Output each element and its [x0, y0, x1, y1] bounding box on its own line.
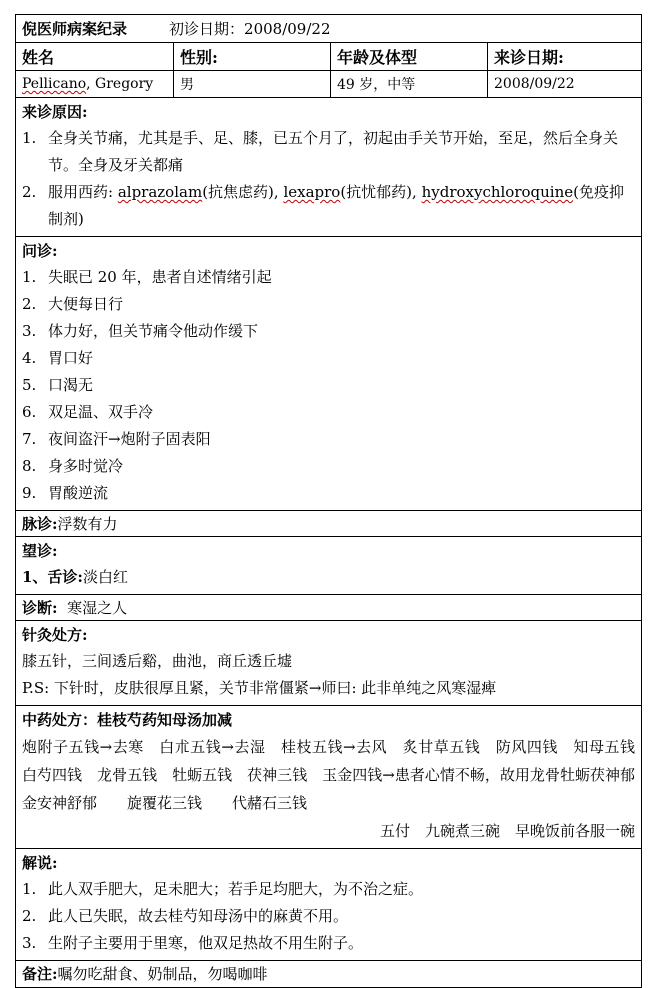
explanation-title: 解说: — [22, 854, 58, 872]
item-text: 失眠已 20 年，患者自述情绪引起 — [48, 268, 272, 286]
drug-name: lexapro — [283, 183, 341, 201]
item-number: 7. — [22, 430, 37, 448]
item-text: 生附子主要用于里寒，他双足热故不用生附子。 — [48, 934, 364, 952]
patient-age-build: 49 岁，中等 — [331, 71, 488, 97]
drug-note: (抗忧郁药), — [340, 183, 422, 201]
patient-info-row — [16, 71, 641, 98]
case-record-table — [15, 14, 651, 988]
item-text: 身多时觉冷 — [48, 457, 124, 475]
medication-intro: 服用西药: — [48, 183, 118, 201]
first-visit-date — [169, 18, 330, 39]
item-number: 3. — [22, 934, 37, 952]
item-number: 9. — [22, 484, 37, 502]
item-text: 全身关节痛，尤其是手、足、膝，已五个月了，初起由手关节开始，至足，然后全身关节。全身及牙关都痛 — [48, 129, 619, 174]
list-item — [22, 480, 635, 507]
age-header: 年龄及体型 — [331, 43, 488, 70]
patient-name — [16, 71, 174, 97]
inquiry-section — [16, 237, 641, 511]
item-number: 2. — [22, 295, 37, 313]
list-item — [22, 426, 635, 453]
item-number: 2. — [22, 907, 37, 925]
inquiry-title: 问诊: — [22, 242, 58, 260]
item-number: 1. — [22, 268, 37, 286]
list-item — [22, 399, 635, 426]
pulse-section — [16, 511, 641, 537]
item-text: 胃酸逆流 — [48, 484, 109, 502]
drug-name: alprazolam — [117, 183, 203, 201]
patient-gender: 男 — [174, 71, 331, 97]
patient-name-first: Pellicano — [22, 76, 87, 92]
herbal-section — [16, 706, 651, 849]
drug-name: hydroxychloroquine — [421, 183, 574, 201]
list-item — [22, 453, 635, 480]
record-title: 倪医师病案纪录 — [22, 20, 128, 38]
patient-name-rest: , Gregory — [86, 76, 154, 92]
herbal-title: 中药处方：桂枝芍药知母汤加减 — [22, 711, 233, 729]
acupuncture-points: 膝五针，三间透后谿，曲池，商丘透丘墟 — [22, 652, 293, 670]
pulse-text: 浮数有力 — [57, 515, 118, 533]
pulse-label: 脉诊: — [22, 515, 58, 533]
tongue-label: 1、舌诊: — [22, 568, 83, 586]
item-number: 3. — [22, 322, 37, 340]
list-item — [22, 125, 635, 179]
item-text: 夜间盗汗→炮附子固表阳 — [48, 430, 211, 448]
list-item — [22, 930, 635, 957]
herbal-formula: 炮附子五钱→去寒 白朮五钱→去湿 桂枝五钱→去风 炙甘草五钱 防风四钱 知母五钱 白芍四钱 龙骨五钱 牡蛎五钱 茯神三钱 玉金四钱→患者心情不畅，故用龙骨牡蛎茯神郁金安神舒郁 旋覆花三钱 代赭石三钱 — [22, 738, 651, 812]
item-number: 2. — [22, 183, 37, 201]
item-text: 此人双手肥大，足未肥大；若手足均肥大，为不治之症。 — [48, 880, 424, 898]
record-title-row — [16, 15, 641, 43]
item-text: 口渴无 — [48, 376, 94, 394]
notes-text: 嘱勿吃甜食、奶制品，勿喝咖啡 — [57, 965, 268, 983]
item-number: 6. — [22, 403, 37, 421]
diagnosis-text: 寒湿之人 — [67, 599, 128, 617]
item-number: 5. — [22, 376, 37, 394]
diagnosis-section — [16, 595, 641, 621]
list-item — [22, 345, 635, 372]
patient-visit-date: 2008/09/22 — [494, 76, 575, 92]
diagnosis-label: 诊断: — [22, 599, 58, 617]
acupuncture-note: P.S: 下针时，皮肤很厚且紧，关节非常僵紧→师曰: 此非单纯之风寒湿痺 — [22, 679, 497, 697]
gender-header: 性别: — [174, 43, 331, 70]
first-visit-label: 初诊日期： — [169, 20, 245, 38]
inquiry-list — [22, 264, 635, 507]
list-item — [22, 876, 635, 903]
reason-title: 来诊原因: — [22, 103, 88, 121]
item-number: 1. — [22, 129, 37, 147]
item-text: 此人已失眠，故去桂芍知母汤中的麻黄不用。 — [48, 907, 349, 925]
explanation-list — [22, 876, 635, 957]
list-item — [22, 291, 635, 318]
list-item — [22, 264, 635, 291]
item-number: 4. — [22, 349, 37, 367]
tongue-text: 淡白红 — [82, 568, 128, 586]
drug-note: (抗焦虑药), — [202, 183, 284, 201]
acupuncture-title: 针灸处方: — [22, 626, 88, 644]
reason-section — [16, 98, 641, 237]
patient-header-row — [16, 43, 641, 71]
list-item — [22, 903, 635, 930]
item-text: 双足温、双手冷 — [48, 403, 154, 421]
tongue-diagnosis — [22, 564, 635, 591]
list-item — [22, 372, 635, 399]
first-visit-value: 2008/09/22 — [244, 20, 331, 38]
acupuncture-section — [16, 621, 641, 706]
observation-title: 望诊: — [22, 542, 58, 560]
explanation-section — [16, 849, 641, 961]
visit-date-header: 来诊日期: — [494, 48, 564, 67]
observation-section — [16, 537, 641, 595]
item-number: 8. — [22, 457, 37, 475]
item-number: 1. — [22, 880, 37, 898]
item-text: 大便每日行 — [48, 295, 124, 313]
item-text: 体力好，但关节痛令他动作缓下 — [48, 322, 259, 340]
item-text — [48, 179, 635, 233]
item-text: 胃口好 — [48, 349, 94, 367]
list-item — [22, 179, 635, 233]
drug-note: (免疫抑制剂) — [48, 183, 624, 228]
name-header: 姓名 — [16, 43, 174, 70]
herbal-dosage: 五付 九碗煮三碗 早晚饭前各服一碗 — [379, 822, 635, 840]
notes-label: 备注: — [22, 965, 58, 983]
reason-list — [22, 125, 635, 233]
notes-section — [16, 961, 641, 987]
list-item — [22, 318, 635, 345]
